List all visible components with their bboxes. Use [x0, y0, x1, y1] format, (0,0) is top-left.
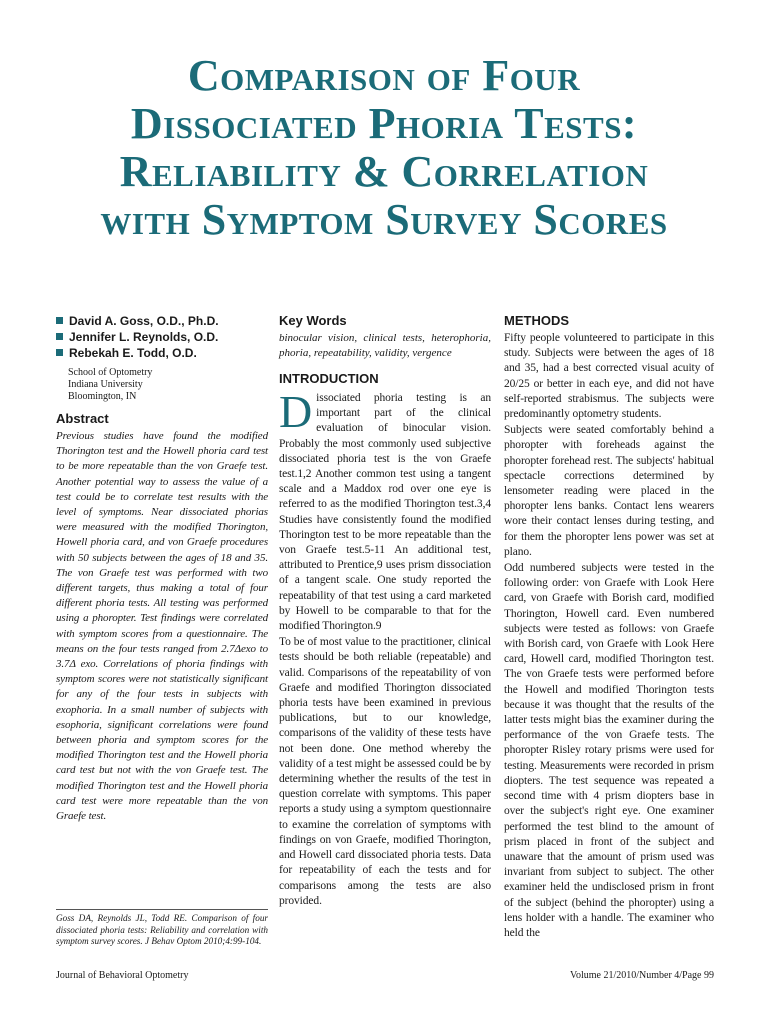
square-bullet-icon — [56, 317, 63, 324]
methods-paragraph: Subjects were seated comfortably behind a phoropter with foreheads against the phoropter forehead rest. The subjects' habitual spectacle corrections determined by lensometer reading were placed in the phoropter lens banks. Contact lens wearers wore their contact lenses during testing, and for them the phoropter lens power was set at plano. — [504, 424, 714, 558]
square-bullet-icon — [56, 333, 63, 340]
introduction-paragraph: To be of most value to the practitioner, clinical tests should be both reliable (repeatable) and valid. Comparisons of the repeatability of von Graefe and modified Thorington dissociated phoria tests have been examined in previous publications, but to our knowledge, comparisons of the validity of these tests have not been done. One method whereby the validity of a test might be assessed could be by determining whether the results of the test in question correlate with symptoms. This paper reports a study using a symptom questionnaire to examine the correlation of symptoms with findings on von Graefe, modified Thorington, and Howell card dissociated phoria tests. Data for repeatability of each the tests and for comparisons among the tests are also provided. — [279, 636, 491, 907]
journal-footer: Journal of Behavioral Optometry — [56, 970, 189, 981]
author-item — [56, 345, 268, 361]
introduction-heading: INTRODUCTION — [279, 371, 379, 386]
title-line: Dissociated Phoria Tests: — [130, 99, 638, 148]
keywords-heading: Key Words — [279, 313, 347, 328]
page-footer: Volume 21/2010/Number 4/Page 99 — [570, 970, 714, 981]
author-item — [56, 329, 268, 345]
abstract-heading: Abstract — [56, 411, 109, 426]
title-line: with Symptom Survey Scores — [100, 195, 668, 244]
author-name: Rebekah E. Todd, O.D. — [69, 346, 197, 360]
keywords-text: binocular vision, clinical tests, heterophoria, phoria, repeatability, validity, vergence — [279, 332, 491, 359]
author-list — [56, 313, 268, 361]
drop-cap: D — [279, 386, 313, 437]
affiliation-line: School of Optometry — [68, 367, 153, 378]
affiliation — [68, 367, 268, 403]
introduction-paragraph — [279, 386, 491, 634]
methods-heading: METHODS — [504, 313, 569, 328]
left-column — [56, 313, 268, 824]
affiliation-line: Indiana University — [68, 379, 143, 390]
author-name: Jennifer L. Reynolds, O.D. — [69, 330, 219, 344]
article-title — [30, 52, 738, 244]
citation-note: Goss DA, Reynolds JL, Todd RE. Comparison of four dissociated phoria tests: Reliability and correlation with symptom survey scores. J Behav Optom 2010;4:99-104. — [56, 909, 268, 948]
abstract-text: Previous studies have found the modified Thorington test and the Howell phoria card test to be more repeatable than the von Graefe test. Another potential way to assess the value of a test could be to correlate test results with the level of symptoms. Near dissociated phorias were measured with the modified Thorington, Howell phoria card, and von Graefe procedures with 50 subjects between the ages of 18 and 35. The von Graefe test was performed with two different targets, thus making a total of four different phoria tests. All testing was performed using a phoropter. Test findings were correlated with symptom scores from a questionnaire. The means on the four tests ranged from 2.7Δexo to 3.7Δ exo. Correlations of phoria findings with symptom scores were not statistically significant for any of the four tests in subjects with exophoria. In a small number of subjects with esophoria, significant correlations were found between phoria and symptom scores for the modified Thorington test and the Howell phoria card test but not with the von Graefe test. The modified Thorington test and the Howell phoria card test were more repeatable than the von Graefe test. — [56, 430, 268, 823]
square-bullet-icon — [56, 349, 63, 356]
title-line: Comparison of Four — [187, 51, 581, 100]
affiliation-line: Bloomington, IN — [68, 391, 137, 402]
title-line: Reliability & Correlation — [119, 147, 649, 196]
methods-paragraph: Odd numbered subjects were tested in the following order: von Graefe with Look Here card, von Graefe with Borish card, modified Thorington, Howell card. Even numbered subjects were tested as follows: von Graefe with Borish card, von Graefe with Look Here card, Howell card, modified Thorington test. The von Graefe tests were performed before the Howell and modified Thorington tests because it was thought that the results of the latter tests might bias the examiner during the performance of the von Graefe tests. The phoropter Risley rotary prisms were used for testing. Measurements were recorded in prism diopters. The test sequence was repeated a second time with 4 prism diopters base in over the subject's right eye. One examiner performed the test blind to the amount of prism placed in front of the subject and unaware that the amount of prism used was invariant from subject to subject. The other examiner held the undisclosed prism in front of the subject (behind the phoropter) using a lens holder with a handle. The examiner who held the — [504, 562, 714, 939]
author-name: David A. Goss, O.D., Ph.D. — [69, 314, 219, 328]
introduction-paragraph-text: issociated phoria testing is an important part of the clinical evaluation of binocular vision. Probably the most commonly used subjective dissociated phoria test is the von Graefe test.1,2 Another common test using a tangent scale and a Maddox rod over one eye is referred to as the modified Thorington test.3,4 Studies have consistently found the modified Thorington test to be more repeatable than the von Graefe test.5-11 An additional test, attributed to Prentice,9 uses prism dissociation of a tangent scale. One study reported the repeatability of that test using a card marketed by Howell to be comparable to that for the modified Thorington.9 — [279, 392, 491, 633]
right-column — [504, 313, 714, 942]
middle-column — [279, 313, 491, 910]
author-item — [56, 313, 268, 329]
methods-paragraph: Fifty people volunteered to participate in this study. Subjects were between the ages of 18 and 35, had a best corrected visual acuity of 20/25 or better in each eye, and did not have self-reported strabismus. The subjects were predominantly optometry students. — [504, 332, 714, 421]
